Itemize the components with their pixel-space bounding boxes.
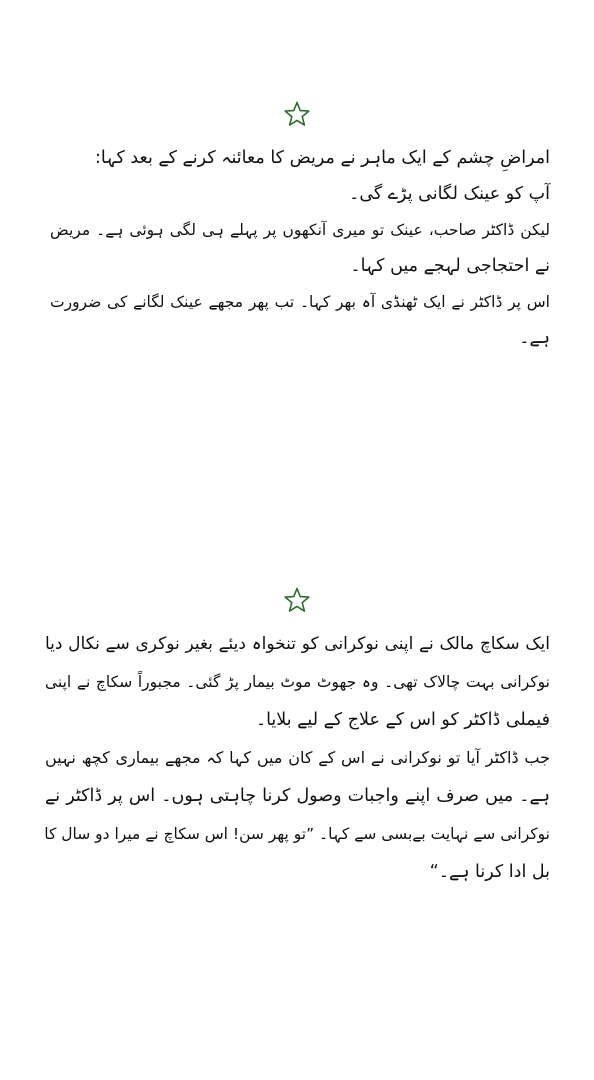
- star-outline-icon: [284, 101, 310, 127]
- text-line: جب ڈاکٹر آیا تو نوکرانی نے اس کے کان میں کہا کہ مجھے بیماری کچھ نہیں: [45, 748, 550, 767]
- text-line: امراضِ چشم کے ایک ماہر نے مریض کا معائنہ کرنے کے بعد کہا:: [94, 148, 550, 168]
- joke-text-2: [0, 634, 594, 882]
- star-outline-icon: [284, 587, 310, 613]
- text-line: ہے۔ میں صرف اپنے واجبات وصول کرنا چاہتی ہوں۔ اس پر ڈاکٹر نے: [45, 786, 550, 806]
- text-line: نے احتجاجی لہجے میں کہا۔: [350, 256, 550, 276]
- text-line: بل ادا کرنا ہے۔“: [429, 862, 550, 882]
- text-line: ایک سکاچ مالک نے اپنی نوکرانی کو تنخواہ دیئے بغیر نوکری سے نکال دیا: [45, 634, 550, 654]
- joke-text-1: [0, 148, 594, 348]
- joke-section-1: [0, 96, 594, 364]
- text-line: نوکرانی بہت چالاک تھی۔ وہ جھوٹ موٹ بیمار پڑ گئی۔ مجبوراً سکاچ نے اپنی: [45, 673, 550, 691]
- text-line: آپ کو عینک لگانی پڑے گی۔: [349, 184, 550, 204]
- section-divider-1: [0, 96, 594, 130]
- section-divider-2: [0, 582, 594, 616]
- text-line: نوکرانی سے نہایت بےبسی سے کہا۔ ”تو پھر سن! اس سکاچ نے میرا دو سال کا: [44, 825, 550, 843]
- text-line: لیکن ڈاکٹر صاحب، عینک تو میری آنکھوں پر پہلے ہی لگی ہوئی ہے۔ مریض: [50, 221, 550, 239]
- joke-section-2: [0, 582, 594, 900]
- text-line: فیملی ڈاکٹر کو اس کے علاج کے لیے بلایا۔: [255, 710, 550, 730]
- text-line: اس پر ڈاکٹر نے ایک ٹھنڈی آہ بھر کہا۔ تب پھر مجھے عینک لگانے کی ضرورت: [50, 293, 550, 311]
- text-line: ہے۔: [519, 328, 550, 348]
